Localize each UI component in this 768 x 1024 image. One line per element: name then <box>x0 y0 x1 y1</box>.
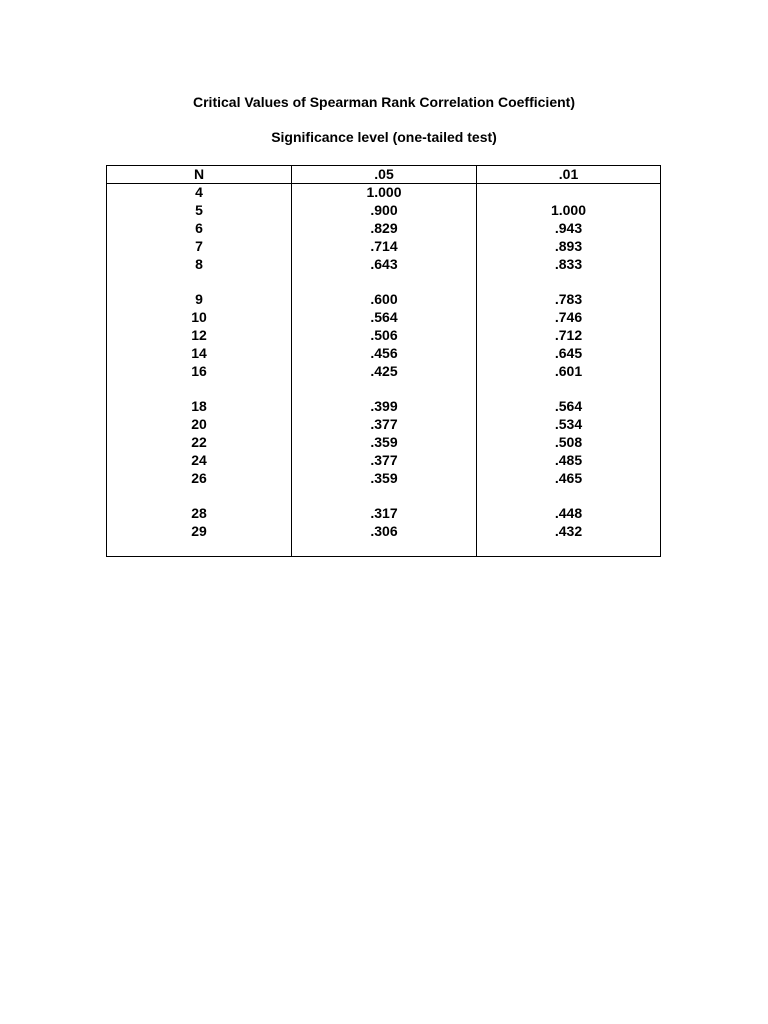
alpha-05-value: .359 <box>370 470 398 486</box>
n-value: 10 <box>191 309 207 325</box>
n-value: 5 <box>195 202 203 218</box>
alpha-05-value: .900 <box>370 202 398 218</box>
n-value: 22 <box>191 434 207 450</box>
table-header-row <box>107 166 660 183</box>
alpha-05-value: .377 <box>370 452 398 468</box>
row-group <box>107 505 660 541</box>
alpha-01-value: .448 <box>554 505 583 521</box>
alpha-01-value: .601 <box>554 363 583 379</box>
row-group <box>107 291 660 381</box>
alpha-05-value: .306 <box>370 523 398 539</box>
table-row <box>107 291 660 309</box>
alpha-05-value: .317 <box>370 505 398 521</box>
table-row <box>107 238 660 256</box>
table-row <box>107 470 660 488</box>
alpha-01-value: .712 <box>554 327 583 343</box>
alpha-01-value: 1.000 <box>550 202 587 218</box>
n-value: 20 <box>191 416 207 432</box>
alpha-05-value: .829 <box>370 220 398 236</box>
n-value: 14 <box>191 345 207 361</box>
n-value: 18 <box>191 398 207 414</box>
n-value: 24 <box>191 452 207 468</box>
alpha-01-value: .746 <box>554 309 583 325</box>
table-row <box>107 505 660 523</box>
alpha-01-value: .783 <box>554 291 583 307</box>
alpha-01-value: .485 <box>554 452 583 468</box>
table-row <box>107 184 660 202</box>
header-n: N <box>193 166 205 182</box>
alpha-05-value: .564 <box>370 309 398 325</box>
alpha-05-value: .377 <box>370 416 398 432</box>
n-value: 8 <box>195 256 203 272</box>
table-row <box>107 416 660 434</box>
n-value: 4 <box>195 184 203 200</box>
table-row <box>107 256 660 274</box>
table-row <box>107 452 660 470</box>
n-value: 28 <box>191 505 207 521</box>
n-value: 29 <box>191 523 207 539</box>
alpha-01-value: .645 <box>554 345 583 361</box>
table-row <box>107 363 660 381</box>
alpha-05-value: 1.000 <box>366 184 402 200</box>
n-value: 12 <box>191 327 207 343</box>
table-row <box>107 202 660 220</box>
alpha-05-value: .399 <box>370 398 398 414</box>
n-value: 9 <box>195 291 203 307</box>
header-alpha-01: .01 <box>558 166 579 182</box>
table-row <box>107 327 660 345</box>
alpha-01-value: .432 <box>554 523 583 539</box>
row-group <box>107 398 660 488</box>
table-row <box>107 309 660 327</box>
alpha-05-value: .600 <box>370 291 398 307</box>
critical-values-table <box>106 165 661 557</box>
alpha-01-value: .534 <box>554 416 583 432</box>
alpha-05-value: .506 <box>370 327 398 343</box>
alpha-05-value: .643 <box>370 256 398 272</box>
header-alpha-05: .05 <box>374 166 394 182</box>
alpha-01-value: .893 <box>554 238 583 254</box>
n-value: 7 <box>195 238 203 254</box>
n-value: 16 <box>191 363 207 379</box>
alpha-01-value: .508 <box>554 434 583 450</box>
alpha-01-value: .943 <box>554 220 583 236</box>
table-row <box>107 523 660 541</box>
document-title: Critical Values of Spearman Rank Correlation Coefficient) <box>193 94 575 110</box>
alpha-01-value: .564 <box>554 398 583 414</box>
alpha-05-value: .425 <box>370 363 398 379</box>
table-subtitle: Significance level (one-tailed test) <box>271 129 497 145</box>
table-row <box>107 434 660 452</box>
table-body <box>107 184 660 541</box>
n-value: 26 <box>191 470 207 486</box>
table-row <box>107 220 660 238</box>
table-row <box>107 345 660 363</box>
n-value: 6 <box>195 220 203 236</box>
row-group <box>107 184 660 274</box>
table-row <box>107 398 660 416</box>
alpha-01-value: .465 <box>554 470 583 486</box>
alpha-05-value: .714 <box>370 238 398 254</box>
alpha-05-value: .359 <box>370 434 398 450</box>
alpha-05-value: .456 <box>370 345 398 361</box>
alpha-01-value: .833 <box>554 256 583 272</box>
